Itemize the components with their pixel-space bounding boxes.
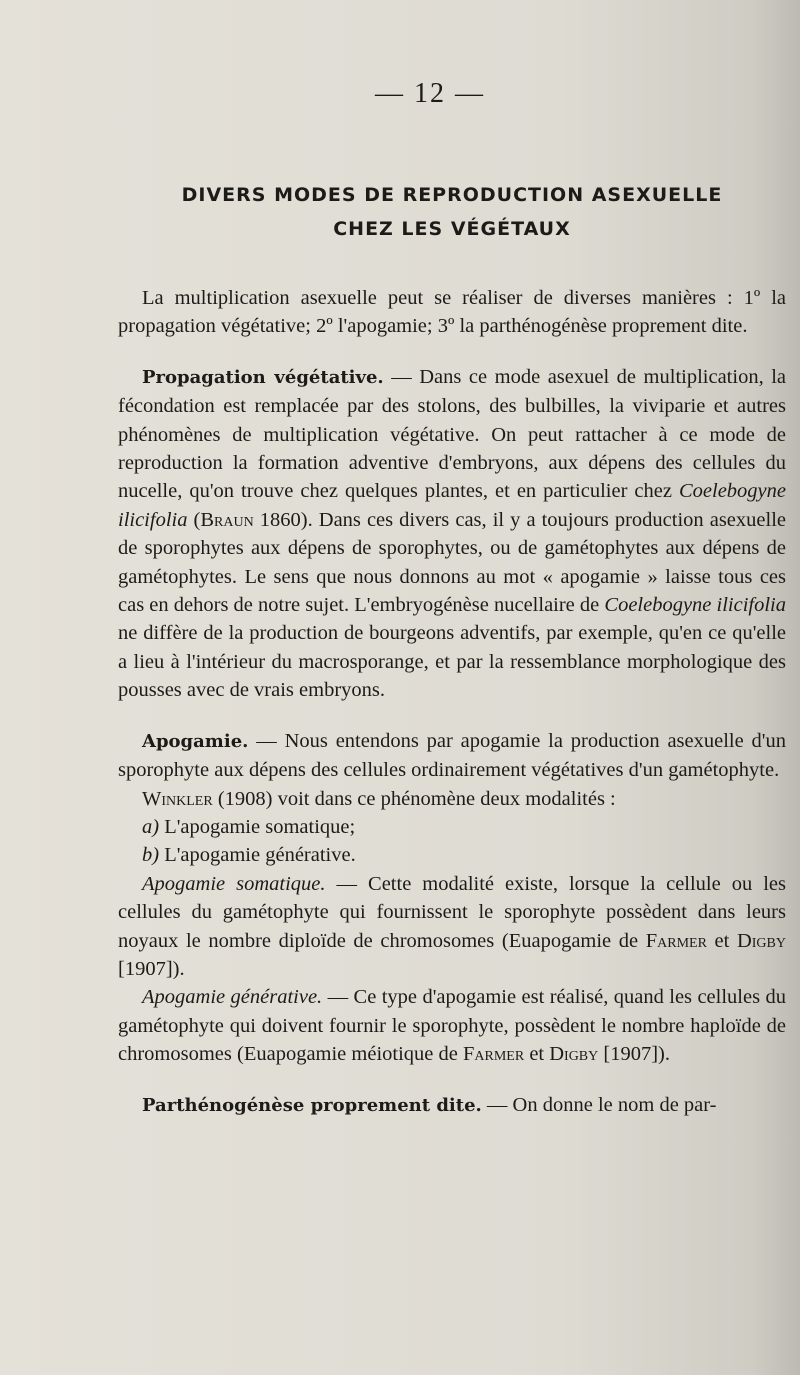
author-name: Winkler <box>142 787 213 810</box>
body-text <box>118 284 786 1120</box>
list-item-b <box>118 841 786 869</box>
author-name: Digby <box>549 1043 599 1066</box>
apogamie-paragraph <box>118 727 786 785</box>
apogamie-text: — Nous entendons par apogamie la production asexuelle d'un sporophyte aux dépens des cellules ordinairement végétatives d'un gamétophyte. <box>118 729 786 782</box>
generative-paragraph <box>118 983 786 1068</box>
somatique-end: [1907]). <box>118 957 185 980</box>
conjunction: et <box>706 929 737 952</box>
propagation-text-a: — Dans ce mode asexuel de multiplication, la fécondation est remplacée par des stolons, des bulbilles, la viviparie et autres phénomènes de multiplication végétative. On peut rattacher à ce mode de reproduction la formation adventive d'embryons, aux dépens des cellules du nucelle, qu'on trouve chez quelques plantes, et en particulier chez <box>118 365 787 503</box>
list-item-text: L'apogamie somatique; <box>159 815 356 838</box>
winkler-paragraph <box>118 785 786 813</box>
propagation-text-c: 1860). Dans ces divers cas, il y a toujours production asexuelle de sporophytes aux dépens de sporophytes, ou de gamétophytes aux dépens de gamétophytes. Le sens que nous donnons au mot « apogamie » laisse tous ces cas en dehors de notre sujet. L'embryogénèse nucellaire de <box>118 508 786 617</box>
list-item-text: L'apogamie générative. <box>159 844 356 867</box>
generative-title: Apogamie générative. <box>142 986 323 1009</box>
parthenogenese-title: Parthénogénèse proprement dite. <box>142 1094 482 1116</box>
generative-text: — Ce type d'apogamie est réalisé, quand les cellules du gamétophyte qui doivent fournir le sporophyte, possèdent le nombre haploïde de chromosomes (Euapogamie méiotique de <box>118 986 786 1066</box>
winkler-text: (1908) voit dans ce phénomène deux modalités : <box>212 787 616 810</box>
page-number: — 12 — <box>375 78 485 109</box>
apogamie-title: Apogamie. <box>142 730 249 752</box>
intro-paragraph: La multiplication asexuelle peut se réaliser de diverses manières : 1º la propagation végétative; 2º l'apogamie; 3º la parthénogénèse proprement dite. <box>118 287 786 338</box>
propagation-title: Propagation végétative. <box>142 366 384 388</box>
propagation-text-b: ( <box>187 508 201 531</box>
somatique-text: — Cette modalité existe, lorsque la cellule ou les cellules du gamétophyte qui fournissent le sporophyte possèdent dans leurs noyaux le nombre diploïde de chromosomes (Euapogamie de <box>118 872 786 952</box>
propagation-paragraph <box>118 363 786 705</box>
list-marker: b) <box>142 844 160 867</box>
conjunction: et <box>524 1043 550 1066</box>
author-name: Digby <box>736 929 786 952</box>
parthenogenese-paragraph <box>118 1091 786 1120</box>
list-item-a <box>118 813 786 841</box>
list-marker: a) <box>142 815 160 838</box>
somatique-title: Apogamie somatique. <box>142 872 326 895</box>
parthenogenese-text: — On donne le nom de par- <box>481 1093 717 1116</box>
author-name: Braun <box>200 508 254 531</box>
propagation-text-d: ne diffère de la production de bourgeons adventifs, par exemple, qu'en ce qu'elle a lieu à l'intérieur du macrosporange, et par la ressemblance morphologique des pousses avec de vrais embryons. <box>118 622 786 702</box>
species-name: Coelebogyne ilicifolia <box>118 480 786 531</box>
chapter-heading-line-2: CHEZ LES VÉGÉTAUX <box>333 218 571 240</box>
chapter-heading-line-1: DIVERS MODES DE REPRODUCTION ASEXUELLE <box>181 184 723 206</box>
generative-end: [1907]). <box>598 1043 670 1066</box>
somatique-paragraph <box>118 870 786 984</box>
author-name: Farmer <box>463 1043 525 1066</box>
author-name: Farmer <box>645 929 707 952</box>
species-name: Coelebogyne ilicifolia <box>604 594 786 617</box>
